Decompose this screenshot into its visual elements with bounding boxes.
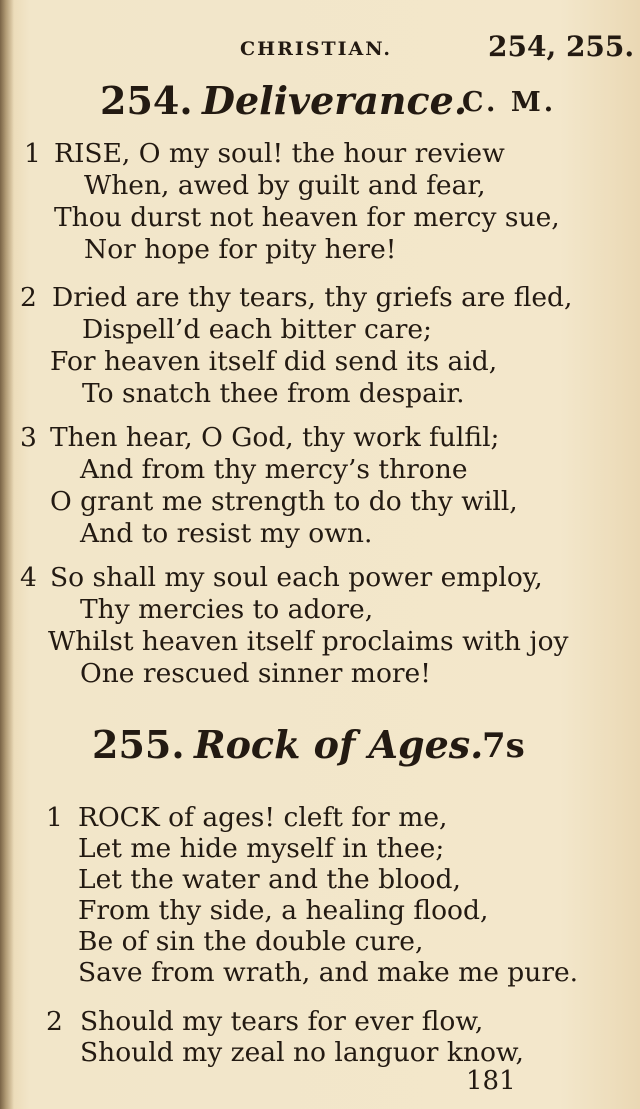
verse-line: O grant me strength to do thy will, xyxy=(50,486,518,517)
verse-line: Let me hide myself in thee; xyxy=(78,833,445,864)
stanza-number: 1 xyxy=(24,138,41,169)
verse-line: ROCK of ages! cleft for me, xyxy=(78,802,448,833)
verse-line: Be of sin the double cure, xyxy=(78,926,424,957)
stanza-number: 4 xyxy=(20,562,37,593)
verse-line: Should my zeal no languor know, xyxy=(80,1037,524,1068)
verse-line: And from thy mercy’s throne xyxy=(80,454,468,485)
page-binding-edge xyxy=(0,0,14,1109)
hymn-title: Rock of Ages. xyxy=(194,722,484,767)
verse-line: Should my tears for ever flow, xyxy=(80,1006,484,1037)
hymn-number: 254. xyxy=(100,78,193,123)
verse-line: Let the water and the blood, xyxy=(78,864,461,895)
verse-line: One rescued sinner more! xyxy=(80,658,431,689)
verse-line: Whilst heaven itself proclaims with joy xyxy=(48,626,569,657)
stanza-number: 3 xyxy=(20,422,37,453)
hymn-number: 255. xyxy=(92,722,185,767)
verse-line: Then hear, O God, thy work fulfil; xyxy=(50,422,500,453)
stanza-number: 1 xyxy=(46,802,63,833)
hymn-meter: 7s xyxy=(482,726,525,766)
verse-line: RISE, O my soul! the hour review xyxy=(54,138,505,169)
page-number: 181 xyxy=(466,1066,516,1096)
verse-line: Thou durst not heaven for mercy sue, xyxy=(54,202,560,233)
verse-line: When, awed by guilt and fear, xyxy=(84,170,486,201)
running-head xyxy=(0,30,640,66)
verse-line: And to resist my own. xyxy=(80,518,373,549)
verse-line: For heaven itself did send its aid, xyxy=(50,346,498,377)
verse-line: Nor hope for pity here! xyxy=(84,234,397,265)
running-head-section: CHRISTIAN. xyxy=(240,38,393,60)
stanza-number: 2 xyxy=(20,282,37,313)
verse-line: Dispell’d each bitter care; xyxy=(82,314,432,345)
verse-line: Dried are thy tears, thy griefs are fled, xyxy=(52,282,573,313)
verse-line: To snatch thee from despair. xyxy=(82,378,465,409)
hymn-255-heading xyxy=(0,722,640,772)
verse-line: So shall my soul each power employ, xyxy=(50,562,543,593)
stanza-number: 2 xyxy=(46,1006,63,1037)
verse-line: Save from wrath, and make me pure. xyxy=(78,957,579,988)
running-head-hymn-numbers: 254, 255. xyxy=(488,30,635,63)
hymn-title: Deliverance. xyxy=(202,78,468,123)
hymn-254-heading xyxy=(0,78,640,128)
verse-line: From thy side, a healing flood, xyxy=(78,895,489,926)
hymn-meter: C. M. xyxy=(462,87,557,118)
verse-line: Thy mercies to adore, xyxy=(80,594,374,625)
